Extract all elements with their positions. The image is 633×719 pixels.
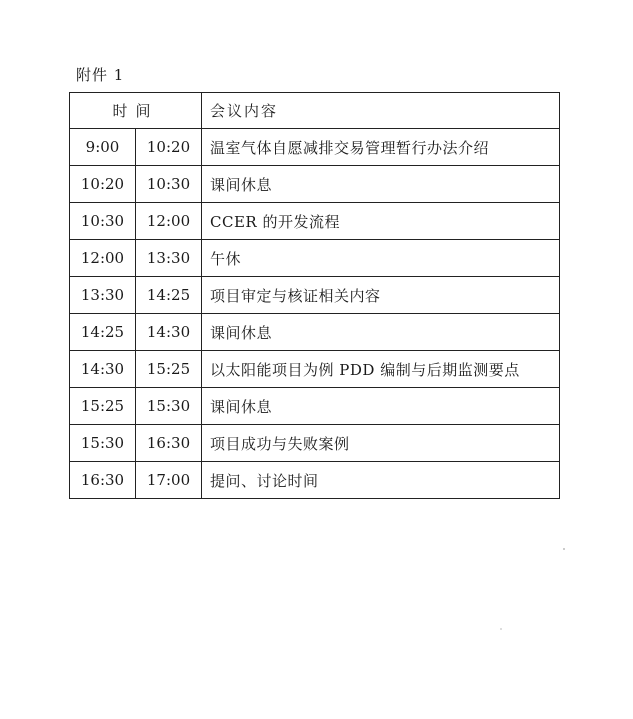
table-row	[70, 166, 560, 203]
attachment-label: 附件 1	[76, 66, 125, 84]
end-time: 13:30	[136, 240, 202, 277]
table-row	[70, 314, 560, 351]
header-content: 会议内容	[202, 93, 560, 129]
start-time: 16:30	[70, 462, 136, 499]
end-time: 10:20	[136, 129, 202, 166]
start-time: 14:25	[70, 314, 136, 351]
table-row	[70, 203, 560, 240]
table-row	[70, 388, 560, 425]
session-content: 提问、讨论时间	[202, 462, 560, 499]
end-time: 16:30	[136, 425, 202, 462]
start-time: 10:20	[70, 166, 136, 203]
start-time: 15:30	[70, 425, 136, 462]
session-content: 课间休息	[202, 314, 560, 351]
session-content: 项目审定与核证相关内容	[202, 277, 560, 314]
scan-speck	[563, 548, 565, 550]
table-row	[70, 462, 560, 499]
session-content: 课间休息	[202, 166, 560, 203]
start-time: 15:25	[70, 388, 136, 425]
end-time: 14:25	[136, 277, 202, 314]
scan-speck	[500, 628, 502, 630]
table-row	[70, 277, 560, 314]
end-time: 10:30	[136, 166, 202, 203]
start-time: 9:00	[70, 129, 136, 166]
table-row	[70, 129, 560, 166]
header-time: 时间	[70, 93, 202, 129]
end-time: 15:25	[136, 351, 202, 388]
end-time: 17:00	[136, 462, 202, 499]
end-time: 12:00	[136, 203, 202, 240]
start-time: 10:30	[70, 203, 136, 240]
session-content: 以太阳能项目为例 PDD 编制与后期监测要点	[202, 351, 560, 388]
session-content: CCER 的开发流程	[202, 203, 560, 240]
table-header-row	[70, 93, 560, 129]
schedule-table	[69, 92, 560, 499]
session-content: 课间休息	[202, 388, 560, 425]
table-row	[70, 351, 560, 388]
start-time: 14:30	[70, 351, 136, 388]
end-time: 14:30	[136, 314, 202, 351]
table-row	[70, 425, 560, 462]
session-content: 午休	[202, 240, 560, 277]
start-time: 13:30	[70, 277, 136, 314]
session-content: 温室气体自愿减排交易管理暂行办法介绍	[202, 129, 560, 166]
end-time: 15:30	[136, 388, 202, 425]
start-time: 12:00	[70, 240, 136, 277]
table-row	[70, 240, 560, 277]
session-content: 项目成功与失败案例	[202, 425, 560, 462]
